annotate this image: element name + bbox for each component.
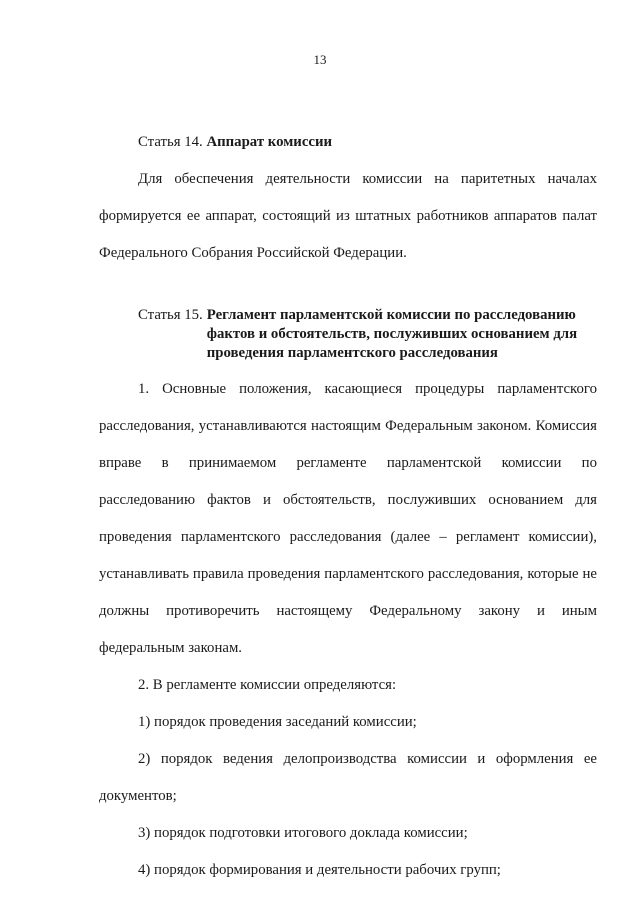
article-14-heading [99, 124, 597, 161]
list-item: 2) порядок ведения делопроизводства комиссии и оформления ее документов; [99, 751, 597, 804]
list-item: 1) порядок проведения заседаний комиссии; [138, 714, 417, 730]
article-15-paragraph-2: 2. В регламенте комиссии определяются: [138, 677, 397, 693]
article-14-label: Статья 14. [138, 134, 203, 150]
article-15-heading [99, 306, 597, 363]
list-item: 4) порядок формирования и деятельности рабочих групп; [138, 862, 501, 878]
article-15-title [203, 306, 577, 363]
heading-spacer [99, 363, 597, 371]
article-15-title-line-2: фактов и обстоятельств, послуживших основанием для [206, 326, 578, 342]
article-15-title-line-1: Регламент парламентской комиссии по расследованию [206, 307, 576, 323]
article-14-title: Аппарат комиссии [206, 134, 333, 150]
document-body [99, 124, 597, 889]
article-15-paragraph-1: 1. Основные положения, касающиеся процедуры парламентского расследования, устанавливаются настоящим Федеральным законом. Комиссия вправе в принимаемом регламенте парламентской комиссии по расследованию фактов и обстоятельств, послуживших основанием для проведения парламентского расследования (далее – регламент комиссии), устанавливать правила проведения парламентского расследования, которые не должны противоречить настоящему Федеральному закону и иным федеральным законам. [99, 381, 597, 656]
article-15-label: Статья 15. [138, 307, 203, 323]
page-number: 13 [313, 52, 327, 67]
article-15-title-line-3: проведения парламентского расследования [206, 345, 498, 361]
section-spacer [99, 272, 597, 306]
list-item: 3) порядок подготовки итогового доклада комиссии; [138, 825, 468, 841]
article-14-paragraph: Для обеспечения деятельности комиссии на паритетных началах формируется ее аппарат, состоящий из штатных работников аппаратов палат Федерального Собрания Российской Федерации. [99, 171, 597, 261]
